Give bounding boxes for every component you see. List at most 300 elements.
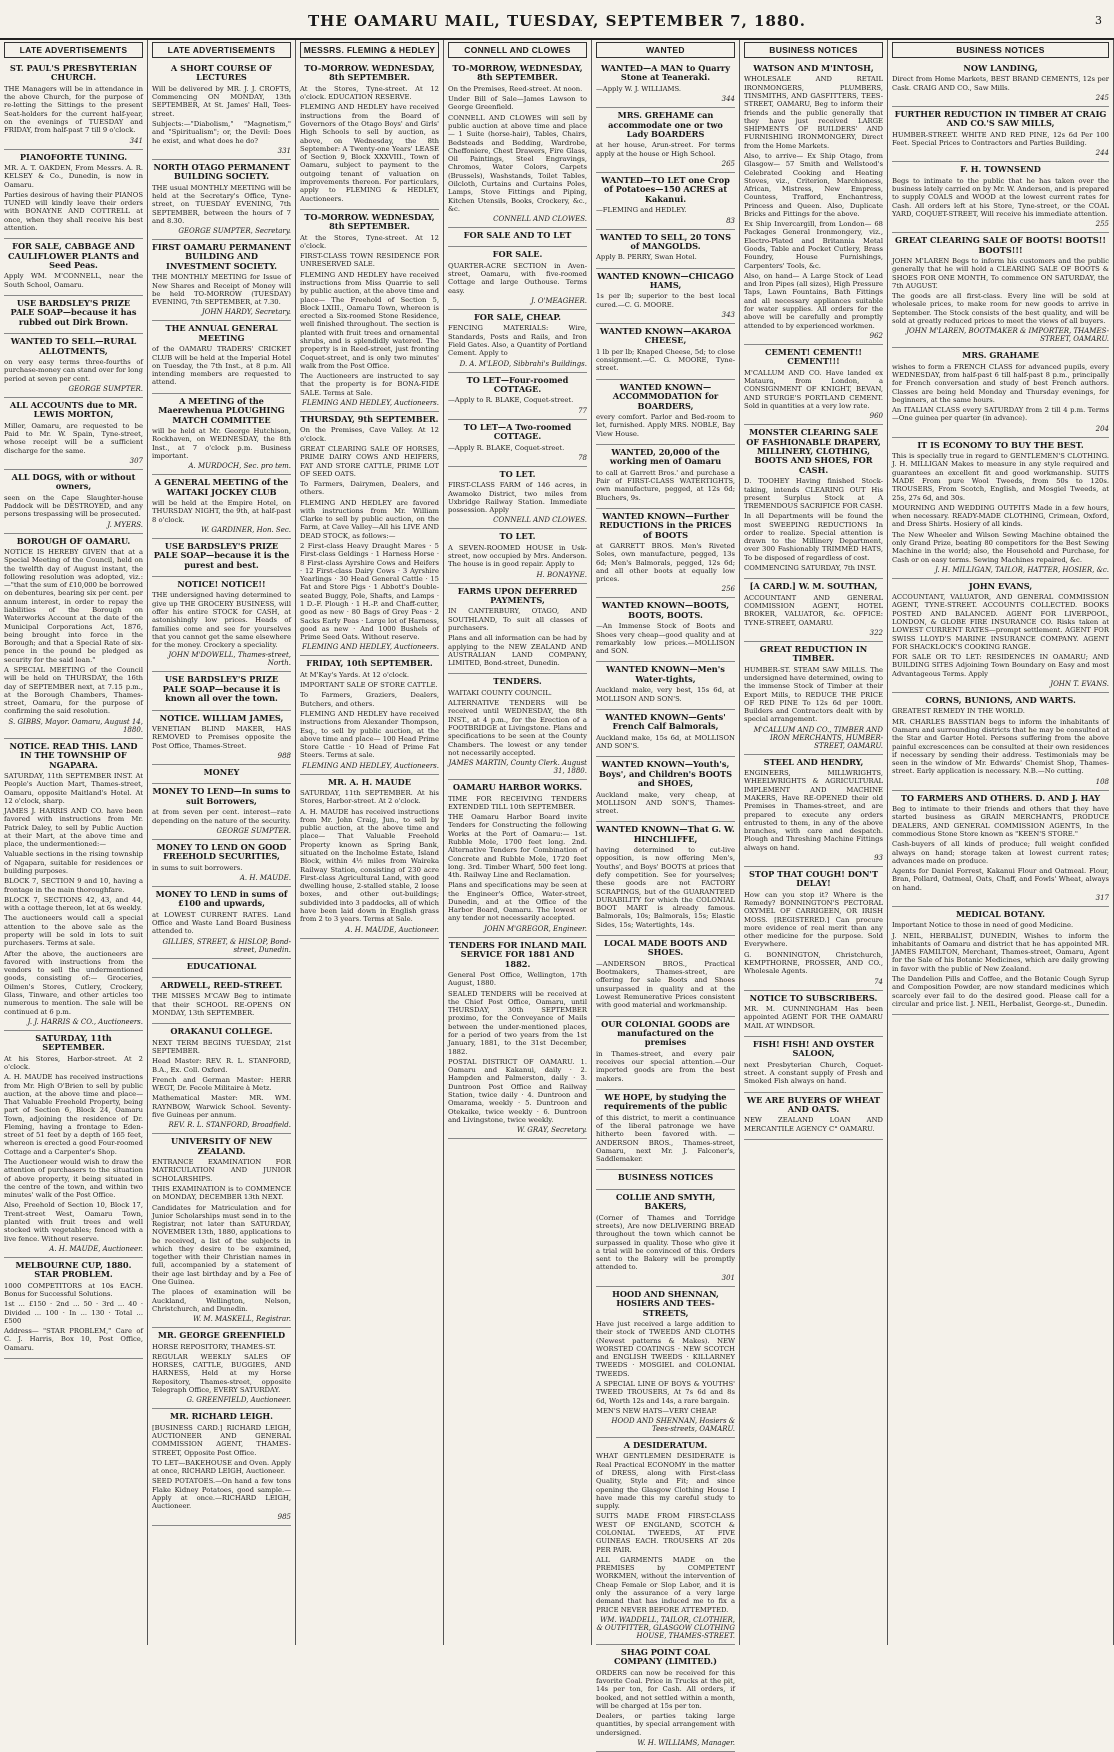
ad-body: The Auctioneer would wish to draw the attention of purchasers to the situation of above property, it being situated in the centre of the town, and within two minutes' walk of the Post Office. [4, 1158, 143, 1200]
ad-body: will be held at Mr. George Hutchison, Rockhaven, on WEDNESDAY, the 8th Inst., at 7 o'clock p.m. Business important. [152, 426, 291, 460]
advertisement [4, 334, 143, 398]
ad-body: FOR SALE OR TO LET: RESIDENCES IN OAMARU; AND BUILDING SITES Adjoining Town Boundary on Easy and most Advantageous Terms. Apply [892, 653, 1109, 678]
ad-signature: 960 [869, 412, 883, 421]
ad-title: FURTHER REDUCTION IN TIMBER AT CRAIG AND CO.'S SAW MILLS, [894, 108, 1107, 129]
ad-title: MONSTER CLEARING SALE OF FASHIONABLE DRAPERY, MILLINERY, CLOTHING, BOOTS AND SHOES, FOR CASH. [746, 427, 881, 475]
ad-body: 1 lb per lb; Knaped Cheese, 5d; to close consignment.—C. G. MOORE, Tyne-street. [596, 347, 735, 373]
ad-body: NEXT TERM BEGINS TUESDAY, 21st SEPTEMBER. [152, 1038, 291, 1055]
ad-title: GREAT REDUCTION IN TIMBER. [759, 643, 868, 664]
ad-title: LOCAL MADE BOOTS AND SHOES. [603, 938, 728, 958]
advertisement [4, 150, 143, 240]
ad-body: BLOCK 7, SECTIONS 42, 43, and 44, with a cottage thereon, let at 6s weekly. [4, 895, 143, 913]
ad-body: BLOCK 7, SECTION 9 and 10, having a frontage in the main thoroughfare. [4, 877, 143, 894]
ad-title: ST. PAUL'S PRESBYTERIAN CHURCH. [9, 63, 138, 83]
ad-title: HOOD AND SHENNAN, HOSIERS AND TEES-STREETS, [612, 1288, 719, 1318]
ad-body: VENETIAN BLIND MAKER, HAS REMOVED to Premises opposite the Post Office, Thames-Street. [152, 725, 291, 750]
ad-title: NOTICE. READ THIS. LAND IN THE TOWNSHIP OF NGAPARA. [9, 740, 138, 770]
advertisement [596, 509, 735, 599]
advertisement [152, 1328, 291, 1409]
ad-body: MEN'S NEW HATS—VERY CHEAP. [596, 1406, 717, 1415]
ad-body: Auckland make, 15s 6d, at MOLLISON AND SON'S. [596, 733, 735, 750]
ad-body: next Presbyterian Church, Coquet-street. A constant supply of Fresh and Smoked Fish always on hand. [744, 1060, 883, 1086]
advertisement [596, 822, 735, 936]
ad-body: G. BONNINGTON, Christchurch, KEMPTHORNE, PROSSER, AND CO., Wholesale Agents. [744, 950, 883, 976]
ad-title: FISH! FISH! AND OYSTER SALOON, [752, 1038, 875, 1059]
advertisement [892, 438, 1109, 579]
ad-title: A GENERAL MEETING of the WAITAKI JOCKEY CLUB [154, 477, 289, 497]
ad-body: Cash-buyers of all kinds of produce; full weight confided always on hand; storage taken at lowest current rates; advances made on produce. [892, 840, 1109, 865]
advertisement [448, 373, 587, 420]
ad-title: UNIVERSITY OF NEW ZEALAND. [170, 1136, 273, 1156]
ad-title: WANTED—TO LET one Crop of Potatoes—150 ACRES at Kakanui. [601, 174, 730, 204]
ad-body: Dealers, or parties taking large quantities, by special arrangement with undersigned. [596, 1712, 735, 1737]
ad-body: FIRST-CLASS FARM of 146 acres, in Awamoko District, two miles from Uxbridge Railway Station. Immediate possession. Apply [448, 481, 587, 515]
ad-title: TO FARMERS AND OTHERS. D. AND J. HAY [900, 792, 1101, 803]
ad-title: FOR SALE AND TO LET [463, 230, 572, 241]
ad-title: CEMENT! CEMENT!! CEMENT!!! [765, 346, 862, 367]
ad-title: BOROUGH OF OAMARU. [16, 535, 131, 546]
ad-signature: 108 [1095, 777, 1109, 786]
ad-title: JOHN EVANS, [968, 580, 1033, 591]
ad-body: How can you stop it? Where is the Remedy? BONNINGTON'S PECTORAL OXYMEL OF CARRIGEEN, OR IRISH MOSS. [REGISTERED.] Can procure more evidence of real merit than any other medicine for the purpose. Sold Everywhere. [744, 890, 883, 949]
advertisement [448, 584, 587, 675]
ad-signature: JOHN M'DOWELL, Thames-street, North. [168, 651, 291, 668]
ad-title: PIANOFORTE TUNING. [19, 151, 128, 162]
ad-signature: G. GREENFIELD, Auctioneer. [186, 1396, 291, 1405]
advertisement [152, 959, 291, 978]
ad-title: FOR SALE, CHEAP. [473, 312, 562, 323]
ad-title: WANTED KNOWN—That G. W. HINCHLIFFE, [596, 824, 735, 844]
ad-title: FRIDAY, 10th SEPTEMBER. [306, 658, 433, 669]
ad-signature: 317 [1095, 893, 1109, 902]
ad-body: having determined to cut-live opposition, is now offering Men's, Youths', and Boys' BOOTS at prices that defy competition. See for yourselves; these goods are not FACTORY SCRAPINGS, but of the GUARANTEED DURABILITY for which the COLONIAL BOOT MART is already famous. Balmorals, 10s; Balmorals, 15s; Elastic Sides, 15s; Watertights, 14s. [596, 846, 735, 929]
ad-body: of this district, to merit a continuance of the liberal patronage we have hitherto been favored with. —ANDERSON BROS., Thames-street, Oamaru, next Mr. J. Falconer's, Saddlemaker. [596, 1113, 735, 1164]
ad-body: WHAT GENTLEMEN DESIDERATE is Real Practical ECONOMY in the matter of DRESS, along with First-class Quality, Style and Fit; and since opening the Glasgow Clothing House I have made this my careful study to supply. [596, 1452, 735, 1511]
ad-signature: JAMES MARTIN, County Clerk. August 31, 1880. [448, 759, 587, 776]
advertisement [4, 1031, 143, 1258]
ad-signature: 204 [1095, 424, 1109, 433]
ad-body: will be held at the Empire Hotel, on THURSDAY NIGHT, the 9th, at half-past 8 o'clock. [152, 498, 291, 524]
ad-body: NEW ZEALAND LOAN AND MERCANTILE AGENCY C° OAMARU. [744, 1116, 883, 1133]
advertisement [152, 840, 291, 887]
advertisement [744, 579, 883, 642]
ad-body: —Apply W. J. WILLIAMS. [596, 84, 682, 93]
ad-title: TO LET. [499, 531, 536, 542]
ad-title: ORAKANUI COLLEGE. [170, 1026, 273, 1037]
ad-signature: A. H. MAUDE, Auctioneer. [345, 925, 439, 934]
column-heading: BUSINESS NOTICES [744, 42, 883, 58]
ad-body: THE Managers will be in attendance in the above Church, for the purpose of re-letting the Sittings to the present Seat-holders for the current half-year, on the evenings of TUESDAY and FRIDAY, from half-past 7 till 9 o'clock. [4, 84, 143, 135]
advertisement [4, 739, 143, 1031]
ad-signature: 307 [129, 456, 143, 465]
advertisement [744, 61, 883, 345]
ad-title: ARDWELL, REED-STREET. [160, 980, 283, 991]
ad-body: MR. M. CUNNINGHAM Has been appointed AGENT FOR THE OAMARU MAIL AT WINDSOR. [744, 1004, 883, 1030]
advertisement [596, 230, 735, 269]
ad-body: Also, Freehold of Section 10, Block 17, Trent-street West, Oamaru Town, planted with fruit trees and well stocked with vegetables; fenced with a live fence. Without reserve. [4, 1201, 143, 1243]
ad-body: Parties desirous of having their PIANOS TUNED will kindly leave their orders with BONAYNE AND COTTRELL at once, when they shall receive his best attention. [4, 190, 143, 232]
ad-body: A. H. MAUDE has received instructions from Mr. High O'Brien to sell by public auction, at the above time and place— That Valuable Freehold Property, being part of Section 6, Block 24, Oamaru Town, adjoining the residence of Dr. Fleming, having a frontage to Eden-street of 51 feet by a depth of 165 feet, whereon is erected a good Four-roomed Cottage and a Carpenter's Shop. [4, 1073, 143, 1156]
ad-signature: W. GRAY, Secretary. [516, 1126, 587, 1135]
ad-body: THE undersigned having determined to give up THE GROCERY BUSINESS, will offer his entire STOCK for CASH, at astonishingly low prices. Heads of families come and see for yourselves that you cannot get the same elsewhere for the money. Crockery a speciality. [152, 591, 291, 650]
ad-title: WANTED KNOWN—Further REDUCTIONS in the PRICES of BOOTS [599, 510, 732, 540]
newspaper-title: THE OAMARU MAIL, TUESDAY, SEPTEMBER 7, 1880. [308, 12, 806, 30]
ad-title: WANTED KNOWN—CHICAGO HAMS, [597, 270, 734, 291]
ad-body: J. NEIL, HERBALIST, DUNEDIN, Wishes to inform the inhabitants of Oamaru and district that he has appointed MR. JAMES FAMILTON, Merchant, Thames-street, Oamaru, Agent for the Sale of his Botanic Medicines, which are daily growing in favor with the public of New Zealand. [892, 931, 1109, 973]
ad-title: MONEY TO LEND in sums of £100 and upwards, [155, 888, 288, 909]
advertisement [300, 210, 439, 412]
ad-title: WE ARE BUYERS OF WHEAT AND OATS. [746, 1094, 881, 1114]
advertisement [152, 711, 291, 765]
advertisement [4, 534, 143, 739]
ad-body: WAITAKI COUNTY COUNCIL. [448, 688, 552, 697]
advertisement [152, 887, 291, 959]
ad-signature: JOHN M'LAREN, BOOTMAKER & IMPORTER, THAMES-STREET, OAMARU. [906, 327, 1109, 344]
masthead [0, 0, 1114, 40]
ad-body: Subjects:—"Diabolism," "Magnetism," and "Spiritualism"; or, the Devil: Does he exist, and what does he do? [152, 119, 291, 145]
advertisement [4, 398, 143, 470]
ad-body: at GARRETT BROS. Men's Riveted Soles, own manufacture, pegged, 13s 6d; Men's Balmorals, pegged, 12s 6d; and all other boots at equally low prices. [596, 542, 735, 584]
ad-signature: M'CALLUM AND CO., TIMBER AND IRON MERCHANTS, HUMBER-STREET, OAMARU. [753, 725, 883, 750]
ad-signature: FLEMING AND HEDLEY, Auctioneers. [302, 398, 439, 407]
advertisement [448, 310, 587, 373]
ad-body: at her house, Arun-street. For terms apply at the house or High School. [596, 141, 735, 158]
ad-body: (Corner of Thames and Torridge streets), Are now DELIVERING BREAD throughout the town which cannot be surpassed in quality. Those who give it a trial will be convinced of this. Orders sent to the Bakery will be promptly attended to. [596, 1213, 735, 1272]
advertisement [892, 162, 1109, 233]
ad-signature: J. MYERS. [107, 520, 143, 529]
ad-body: COMMENCING SATURDAY, 7th INST. [744, 564, 877, 573]
ad-signature: 255 [1095, 220, 1109, 229]
ad-body: Miller, Oamaru, are requested to be Paid to Mr. W. Spain, Tyne-street, whose receipt will be a sufficient discharge for the same. [4, 421, 143, 455]
ad-body: Agents for Daniel Forrest, Kakanui Flour and Oatmeal. Flour, Bran, Pollard, Oatmeal, Oats, Chaff, and Fowls' Wheat, always on hand. [892, 867, 1109, 892]
ad-signature: J. J. HARRIS & CO., Auctioneers. [27, 1017, 143, 1026]
advertisement [596, 1645, 735, 1752]
ad-title: USE BARDSLEY'S PRIZE PALE SOAP—because it is the purest and best. [153, 540, 290, 570]
ad-body: on very easy terms three-fourths of purchase-money can stand over for long period at seven per cent. [4, 358, 143, 383]
ad-title: MONEY TO LEND—In sums to suit Borrowers, [152, 786, 291, 806]
ad-body: French and German Master: HERR WEGT, Dr. Fecole Militaire à Metz. [152, 1075, 291, 1093]
advertisement [596, 1170, 735, 1189]
ad-body: The places of examination will be Auckland, Wellington, Nelson, Christchurch, and Dunedin. [152, 1288, 291, 1313]
ad-body: CONNELL AND CLOWES will sell by public auction at above time and place— 1 Suite (horse-hair), Tables, Chairs, Bedsteads and Bedding, Wardrobe, Cheffoniere, Chest Drawers, Fire Glass, Oil Paintings, Steel Engravings, Chromos, Water Colors, Carpets (Brussels), Washstands, Toilet Tables, Oilcloth, Curtains and Curtains Poles, Lamps, Stove Fittings and Piping, Kitchen Utensils, Books, Crockery, &c., &c. [448, 113, 587, 213]
ad-title: GREAT CLEARING SALE OF BOOTS! BOOTS!! BOOTS!!! [895, 235, 1106, 255]
ad-body: FENCING MATERIALS: Wire, Standards, Posts and Rails, and Iron Field Gates. Also, a Quantity of Portland Cement. Apply to [448, 324, 587, 358]
advertisement [4, 61, 143, 150]
advertisement [152, 240, 291, 321]
ad-body: MOURNING AND WEDDING OUTFITS Made in a few hours, when necessary. READY-MADE CLOTHING, Crimean, Oxford, and Dress Shirts. Hosiery of all kinds. [892, 503, 1109, 529]
advertisement [152, 1409, 291, 1525]
advertisement [4, 470, 143, 534]
ad-body: A. H. MAUDE has received instructions from Mr. John Craig, Jun., to sell by public auction, at the above time and place— That Valuable Freehold Property known as Spring Bank, situated on the Incholme Estate, Island Block, within 4½ miles from Waireka Railway Station, consisting of 230 acre First-class Agricultural Land, with good dwelling house, 2-stalled stable, 2 loose boxes, and other out-buildings; subdivided into 3 paddocks, all of which have been laid down in English grass from 2 to 3 years. Terms at Sale. [300, 807, 439, 924]
ad-title: WANTED KNOWN—BOOTS, BOOTS, BOOTS. [601, 600, 730, 620]
ad-body: Auckland make, very best, 15s 6d, at MOLLISON AND SON'S. [596, 686, 735, 703]
ad-signature: 245 [1095, 93, 1109, 102]
ad-body: Also, to arrive— Ex Ship Otago, from Glasgow— 57 Smith and Wellstood's Celebrated Cooking and Heating Stoves, viz., Criterion, Marchioness, African, Mistress, New Empress, Countess, Trafford, Enchantress, Princess and Queen. Also, Duplicate Bricks and Fittings for the above. [744, 151, 883, 218]
ad-body: After the above, the auctioneers are favored with instructions from the vendors to sell the undermentioned goods, consisting of:— Groceries, Oilmen's Stores, Cutlery, Crockery, Glass, Tinware, and other articles too numerous to mention. The sale will be continued at 6 p.m. [4, 949, 143, 1016]
advertisement [596, 757, 735, 822]
ad-title: ALL ACCOUNTS due to MR. LEWIS MORTON, [9, 399, 138, 420]
advertisement [300, 775, 439, 939]
ad-body: This is specially true in regard to GENTLEMEN'S CLOTHING. J. H. MILLIGAN Makes to measure in any style required and guarantees an excellent fit and good workmanship. SUITS MADE From pure Wool Tweeds, from 50s to 120s. TROUSERS, From Scotch, English, and Mosgiel Tweeds, at 25s, 27s 6d, and 30s. [892, 452, 1109, 502]
ad-signature: CONNELL AND CLOWES. [493, 516, 587, 525]
advertisement [448, 529, 587, 583]
column-7 [888, 40, 1114, 1645]
ad-body: THE Oamaru Harbor Board invite Tenders for Constructing the following Works at the Port of Oamaru:— 1st. Rubble Mole, 1700 feet long. 2nd. Alternative Tenders for Combination of Concrete and Rubble Mole, 1720 feet long. 3rd. Timber Wharf, 500 feet long. 4th. Railway Line and Reclamation. [448, 813, 587, 880]
ad-body: FLEMING AND HEDLEY are favored with instructions from Mr. William Clarke to sell by public auction, on the Farm, at Cave Valley—All his LIVE AND DEAD STOCK, as follows:— [300, 498, 439, 540]
ad-title: MR. RICHARD LEIGH. [170, 1411, 273, 1422]
advertisement [892, 907, 1109, 1015]
advertisement [152, 672, 291, 710]
ad-title: EDUCATIONAL [186, 960, 257, 971]
advertisement [596, 1190, 735, 1287]
ad-title: TO LET—A Two-roomed COTTAGE. [463, 421, 572, 442]
ad-signature: 322 [869, 628, 883, 637]
advertisement [596, 108, 735, 173]
ad-title: TENDERS FOR INLAND MAIL SERVICE FOR 1881 AND 1882. [448, 939, 587, 969]
ad-title: WANTED KNOWN—AKAROA CHEESE, [599, 326, 732, 346]
ad-title: NOTICE. WILLIAM JAMES, [159, 712, 284, 723]
advertisement [596, 1090, 735, 1171]
advertisement [448, 228, 587, 247]
ad-body: TIME FOR RECEIVING TENDERS EXTENDED TILL 10th SEPTEMBER. [448, 794, 587, 811]
ad-body: An ITALIAN CLASS every SATURDAY from 2 till 4 p.m. Terms—One guinea per quarter (in advance). [892, 406, 1109, 423]
ad-body: NOTICE IS HEREBY GIVEN that at a Special Meeting of the Council, held on the twelfth day of August instant, the following resolution was adopted, viz.:—"that the sum of £10,000 be borrowed on debentures, bearing six per cent. per annum interest, in order to repay the liabilities of the Borough on Waterworks Account at the date of the Municipal Corporations Act, 1876, being brought into force in the Borough; and that a Special Rate of six-pence in the pound be pledged as security for the said loan." [4, 548, 144, 664]
ad-body: Under Bill of Sale—James Lawson to George Greenfield. [448, 95, 587, 112]
ad-body: At M'Kay's Yards. At 12 o'clock. [300, 670, 410, 679]
ad-body: To Farmers, Dairymen, Dealers, and others. [300, 480, 439, 497]
ad-signature: W. H. WILLIAMS, Manager. [637, 1738, 735, 1747]
ad-body: Mathematical Master: MR. WM. RAYNBOW, Warwick School. Seventy-five Guineas per annum. [152, 1094, 291, 1119]
ad-title: FIRST OAMARU PERMANENT BUILDING AND INVESTMENT SOCIETY. [152, 242, 291, 271]
ad-signature: 331 [277, 146, 291, 155]
ad-signature: HOOD AND SHENNAN, Hosiers & Tees-streets, OAMARU. [611, 1417, 735, 1434]
advertisement [596, 662, 735, 709]
ad-body: QUARTER-ACRE SECTION in Aven-street, Oamaru, with five-roomed Cottage and large Outhouse. Terms easy. [448, 261, 587, 295]
column-2 [148, 40, 296, 1645]
ad-body: SATURDAY, 11th SEPTEMBER INST. At People's Auction Mart, Thames-street, Oamaru, opposite Maitland's Hotel. At 12 o'clock, sharp. [4, 771, 143, 805]
column-heading: MESSRS. FLEMING & HEDLEY [300, 42, 439, 58]
ad-title: A MEETING of the Maerewhenua PLOUGHING MATCH COMMITTEE [158, 395, 285, 425]
advertisement [596, 1017, 735, 1090]
ad-body: SEED POTATOES.—On hand a few tons Flake Kidney Potatoes, good sample.—Apply at once.—RICHARD LEIGH, Auctioneer. [152, 1477, 291, 1511]
ad-title: NORTH OTAGO PERMANENT BUILDING SOCIETY. [153, 161, 290, 182]
advertisement [4, 1258, 143, 1359]
advertisement [892, 61, 1109, 107]
ad-title: TENDERS. [493, 676, 542, 687]
ad-signature: 256 [721, 585, 735, 594]
ad-body: ENTRANCE EXAMINATION FOR MATRICULATION AND JUNIOR SCHOLARSHIPS. [152, 1158, 291, 1183]
ad-title: MR. A. H. MAUDE [328, 776, 411, 787]
ad-title: COLLIE AND SMYTH, BAKERS, [615, 1191, 716, 1212]
ad-body: Valuable sections in the rising township of Ngapara, suitable for residences or building purposes. [4, 850, 143, 876]
ad-signature: FLEMING AND HEDLEY, Auctioneers. [302, 761, 439, 770]
advertisement [744, 642, 883, 755]
advertisement [152, 577, 291, 672]
advertisement [152, 160, 291, 240]
ad-signature: WM. WADDELL, TAILOR, CLOTHIER, & OUTFITTER, GLASGOW CLOTHING HOUSE, THAMES-STREET. [596, 1615, 735, 1640]
ad-body: The goods are all first-class. Every line will be sold at wholesale prices, to make room for new goods to arrive in September. The Stock consists of the best quality, and will be sold at greatly reduced prices to meet the views of all buyers. [892, 292, 1109, 326]
ad-title: TO LET—Four-roomed COTTAGE. [466, 374, 569, 394]
ad-body: at LOWEST CURRENT RATES. Land Office and Waste Land Board Business attended to. [152, 910, 291, 936]
ad-body: in sums to suit borrowers. [152, 863, 243, 872]
ad-body: —Apply R. BLAKE, Coquet-street. [448, 443, 565, 452]
ad-body: IN CANTERBURY, OTAGO, AND SOUTHLAND, To suit all classes of purchasers. [448, 607, 587, 633]
ad-signature: GEORGE SUMPTER. [68, 384, 143, 393]
ad-signature: J. H. MILLIGAN, TAILOR, HATTER, HOSIER, &c. [935, 565, 1109, 574]
ad-body: HORSE REPOSITORY, THAMES-ST. [152, 1342, 276, 1351]
ad-body: THE usual MONTHLY MEETING will be held at the Secretary's Office, Tyne-street, on TUESDAY EVENING, 7th SEPTEMBER, between the hours of 7 and 8.30. [152, 183, 291, 225]
ad-signature: H. BONAYNE. [536, 570, 587, 579]
ad-title: TO-MORROW, WEDNESDAY, 8th SEPTEMBER. [452, 63, 583, 83]
ad-body: —ANDERSON BROS., Practical Bootmakers, Thames-street, are offering for sale Boots and Shoes unsurpassed in quality and at the Lowest Remunerative Prices consistent with good material and workmanship. [596, 959, 735, 1010]
ad-title: F. H. TOWNSEND [960, 164, 1041, 175]
ad-title: USE BARDSLEY'S PRIZE PALE SOAP—because it has rubbed out Dirk Brown. [10, 298, 137, 327]
ad-body: JOHN M'LAREN Begs to inform his customers and the public generally that he will hold a CLEARING SALE OF BOOTS & SHOES FOR ONE MONTH, To commence ON SATURDAY, the 7th AUGUST. [892, 257, 1109, 290]
ad-body: Have just received a large addition to their stock of TWEEDS AND CLOTHS (Newest patterns & Makes). NEW WORSTED COATINGS · NEW SCOTCH and ENGLISH TWEEDS · KILLARNEY TWEEDS · MOSGIEL and COLONIAL TWEEDS. [596, 1319, 735, 1378]
ad-title: SATURDAY, 11th SEPTEMBER. [35, 1032, 112, 1053]
ad-signature: GILLIES, STREET, & HISLOP, Bond-street, Dunedin. [162, 937, 291, 954]
ad-body: TO LET—BAKEHOUSE and Oven. Apply at once, RICHARD LEIGH, Auctioneer. [152, 1458, 291, 1476]
ad-body: IMPORTANT SALE OF STORE CATTLE. [300, 681, 438, 690]
ad-title: CORNS, BUNIONS, AND WARTS. [925, 695, 1076, 706]
advertisement [596, 324, 735, 380]
advertisement [596, 1438, 735, 1645]
ad-title: THURSDAY, 9th SEPTEMBER. [300, 413, 439, 424]
ad-signature: 988 [277, 751, 291, 760]
ad-body: M'CALLUM AND CO. Have landed ex Mataura, from London, a CONSIGNMENT OF KNIGHT, BEVAN, AND STURGE'S PORTLAND CEMENT. Sold in quantities at a very low rate. [744, 368, 883, 410]
ad-body: Direct from Home Markets, BEST BRAND CEMENTS, 12s per Cask. CRAIG AND CO., Saw Mills. [892, 75, 1109, 92]
ad-signature: 341 [129, 136, 143, 145]
ad-body: every comfort. Parlor and Bed-room to let, furnished. Apply MRS. NOBLE, Bay View House. [596, 412, 735, 438]
ad-body: —An Immense Stock of Boots and Shoes very cheap—good quality and at remarkably low prices.—MOLLISON and SON. [596, 622, 735, 656]
ad-title: STEEL AND HENDRY, [763, 756, 864, 767]
ad-signature: JOHN T. EVANS. [1050, 680, 1109, 689]
advertisement [744, 425, 883, 579]
ad-title: OAMARU HARBOR WORKS. [452, 782, 583, 793]
ad-title: NOTICE TO SUBSCRIBERS. [749, 992, 878, 1003]
ad-body: Begs to intimate to the public that he has taken over the business lately carried on by Mr. W. Anderson, and is prepared to supply COALS and WOOD at the lowest current rates for Cash. All orders left at his Store, Tyne-street, or the COAL YARD, COQUET-STREET, Will receive his immediate attention. [892, 176, 1109, 218]
column-4 [444, 40, 592, 1645]
advertisement [4, 239, 143, 296]
ad-title: SHAG POINT COAL COMPANY (LIMITED.) [613, 1646, 718, 1667]
advertisement [596, 445, 735, 509]
ad-signature: 265 [721, 159, 735, 168]
ad-signature: 77 [578, 406, 587, 415]
advertisement [448, 420, 587, 467]
ad-signature: GEORGE SUMPTER. [216, 826, 291, 835]
ad-title: FOR SALE, CABBAGE AND CAULIFLOWER PLANTS and Seed Peas. [8, 241, 139, 271]
ad-title: WANTED—A MAN to Quarry Stone at Teaneraki. [601, 63, 730, 83]
ad-body: POSTAL DISTRICT OF OAMARU. 1. Oamaru and Kakanui, daily · 2. Hampden and Palmerston, daily · 3. Duntroon Post Office and Railway Station, twice daily · 4. Duntroon and Omarama, weekly · 5. Duntroon and Otekaike, twice weekly · 6. Duntroon and Livingstone, twice weekly. [448, 1057, 587, 1124]
advertisement [448, 938, 587, 1139]
advertisement [596, 710, 735, 757]
ad-title: WATSON AND M'INTOSH, [753, 63, 874, 73]
ad-signature: 343 [721, 311, 735, 320]
ad-body: SUITS MADE FROM FIRST-CLASS WEST OF ENGLAND, SCOTCH & COLONIAL TWEEDS, AT FIVE GUINEAS EACH. TROUSERS AT 20s PER PAIR. [596, 1512, 735, 1554]
ad-body: Important Notice to those in need of good Medicine. [892, 921, 1074, 930]
ad-title: MELBOURNE CUP, 1880. STAR PROBLEM. [15, 1259, 132, 1280]
ad-body: WHOLESALE AND RETAIL IRONMONGERS, PLUMBERS, TINSMITHS, AND GASFITTERS, TEES-STREET, OAMARU, Beg to inform their friends and the public generally that they have just received LARGE SHIPMENTS OF BUILDERS' AND FURNISHING IRONMONGERY, Direct from the Home Markets. [744, 75, 883, 150]
ad-body: The New Wheeler and Wilson Sewing Machine obtained the only Grand Prize, beating 80 competitors for the Best Sewing Machine in the world; also, the Household and Purchase, for Cash or on easy terms. Sewing Machines repaired, &c. [892, 530, 1109, 564]
ad-title: NOW LANDING, [963, 63, 1038, 73]
ad-title: WANTED KNOWN—Youth's, Boys', and Children's BOOTS and SHOES, [599, 759, 732, 789]
ad-signature: S. GIBBS, Mayor. Oamaru, August 14, 1880. [8, 717, 143, 734]
ad-signature: D. A. M'LEOD, Sibbrahi's Buildings. [459, 359, 587, 368]
ad-title: [A CARD.] W. M. SOUTHAN, [749, 581, 878, 592]
ad-body: General Post Office, Wellington, 17th August, 1880. [448, 971, 587, 988]
ad-title: NOTICE! NOTICE!! [177, 579, 266, 590]
ad-body: SEALED TENDERS will be received at the Chief Post Office, Oamaru, until THURSDAY, 30th SEPTEMBER proximo, for the Conveyance of Mails between the under-mentioned places, for a period of two years from the 1st January, 1881, to the 31st December, 1882. [448, 989, 587, 1056]
advertisement [152, 765, 291, 784]
advertisement [596, 173, 735, 230]
ad-signature: A. H. MAUDE. [239, 873, 291, 882]
advertisement [744, 867, 883, 991]
column-heading: LATE ADVERTISEMENTS [4, 42, 143, 58]
ad-body: GREAT CLEARING SALE OF HORSES, PRIME DAIRY COWS AND HEIFERS, FAT AND STORE CATTLE, PRIME LOT OF SEED OATS. [300, 444, 439, 478]
ad-body: SATURDAY, 11th SEPTEMBER. At his Stores, Harbor-street. At 2 o'clock. [300, 789, 439, 806]
ad-signature: 93 [874, 853, 883, 862]
ad-signature: 78 [578, 453, 587, 462]
ad-body: Ex Ship Invercargill, from London— 68 Packages General Ironmongery, viz., Electro-Plated and Britannia Metal Goods, Table and Pocket Cutlery, Brass Foundry, House Furnishings, Carpenters' Tools, &c. [744, 220, 883, 270]
advertisement [744, 755, 883, 867]
ad-body: At the Stores, Tyne-street. At 12 o'clock. EDUCATION RESERVE. [300, 84, 439, 102]
ad-body: at from seven per cent. interest—rate depending on the nature of the security. [152, 808, 291, 825]
ad-signature: 985 [277, 1512, 291, 1521]
ad-title: MRS. GRAHAME [962, 350, 1039, 361]
column-heading: CONNELL AND CLOWES [448, 42, 587, 58]
ad-signature: 344 [721, 95, 735, 104]
ad-signature: J. O'MEAGHER. [530, 297, 587, 306]
advertisement [152, 1024, 291, 1134]
ad-body: FIRST-CLASS TOWN RESIDENCE FOR UNRESERVED SALE. [300, 252, 439, 269]
ad-body: GREATEST REMEDY IN THE WORLD. [892, 707, 1025, 716]
ad-body: The Auctioneers are instructed to say that the property is for BONA-FIDE SALE. Terms at Sale. [300, 372, 439, 397]
ad-body: Auckland make, very cheap, at MOLLISON AND SON'S, Thames-street. [596, 790, 735, 816]
ad-signature: JOHN HARDY, Secretary. [201, 308, 291, 317]
ad-body: FLEMING AND HEDLEY have received instructions from Alexander Thompson, Esq., to sell by public auction, at the above time and place— 100 Head Prime Store Cattle · 10 Head of Prime Fat Steers. Terms at sale. [300, 709, 439, 760]
ad-title: MONEY [203, 766, 240, 777]
ad-body: Apply B. PERRY, Swan Hotel. [596, 253, 697, 262]
ad-signature: A. H. MAUDE, Auctioneer. [49, 1244, 143, 1253]
ad-title: TO-MORROW. WEDNESDAY, 8th SEPTEMBER. [304, 63, 435, 83]
ad-signature: CONNELL AND CLOWES. [493, 215, 587, 224]
ad-body: 1st ... £150 · 2nd ... 50 · 3rd ... 40 · Divided ... 100 · In ... 130 · Total ... £500 [4, 1300, 143, 1325]
advertisement [152, 784, 291, 839]
ad-title: WANTED KNOWN—ACCOMMODATION for BOARDERS, [612, 381, 719, 411]
ad-body: FLEMING AND HEDLEY have received instructions from the Board of Governors of the Otago Boys' and Girls' High Schools to sell by auction, as above, on Wednesday, the 8th September: A Twenty-one Years' LEASE of Section 9, Block XXXVIII., Town of Oamaru, subject to payment to the outgoing tenant of valuation on improvements thereon. For particulars, apply to FLEMING & HEDLEY, Auctioneers. [300, 103, 439, 203]
ad-body: FLEMING AND HEDLEY have received instructions from Miss Quarrie to sell by public auction, at the above time and place— The Freehold of Section 5, Block LXIII., Oamaru Town, whereon is erected a Six-roomed Stone Residence, well finished throughout. The section is planted with fruit trees and ornamental shrubs, and is splendidly watered. The property is in Reed-street, just fronting Coquet-street, and is only two minutes' walk from the Post Office. [300, 270, 439, 370]
ad-signature: W. GARDINER, Hon. Sec. [200, 525, 291, 534]
ad-title: THE ANNUAL GENERAL MEETING [165, 323, 278, 343]
ad-body: Plans and all information can be had by applying to the NEW ZEALAND AND AUSTRALIAN LAND COMPANY, LIMITED, Bond-street, Dunedin. [448, 634, 587, 668]
ad-title: WE HOPE, by studying the requirements of the public [603, 1091, 728, 1112]
ad-title: MONEY TO LEND ON GOOD FREEHOLD SECURITIES, [156, 841, 287, 862]
ad-title: OUR COLONIAL GOODS are manufactured on the premises [601, 1018, 730, 1048]
ad-title: USE BARDSLEY'S PRIZE PALE SOAP—because it is known all over the town. [162, 674, 281, 704]
ad-body: ENGINEERS, MILLWRIGHTS, WHEELWRIGHTS & AGRICULTURAL IMPLEMENT AND MACHINE MAKERS, Have RE-OPENED their old Premises in Thames-street, and are prepared to execute any orders entrusted to them, in any of the above branches, with care and despatch. Plough and Threshing Machine Fittings always on hand. [744, 769, 883, 852]
advertisement [300, 61, 439, 210]
advertisement [152, 394, 291, 475]
advertisement [152, 1134, 291, 1328]
advertisement [152, 321, 291, 393]
advertisement [152, 61, 291, 160]
ad-body: —FLEMING and HEDLEY. [596, 206, 687, 215]
advertisement [448, 247, 587, 310]
advertisement [448, 61, 587, 228]
advertisement [892, 579, 1109, 693]
ad-body: —Apply to R. BLAKE, Coquet-street. [448, 396, 574, 405]
ad-body: THIS EXAMINATION is to COMMENCE on MONDAY, DECEMBER 13th NEXT. [152, 1184, 291, 1202]
